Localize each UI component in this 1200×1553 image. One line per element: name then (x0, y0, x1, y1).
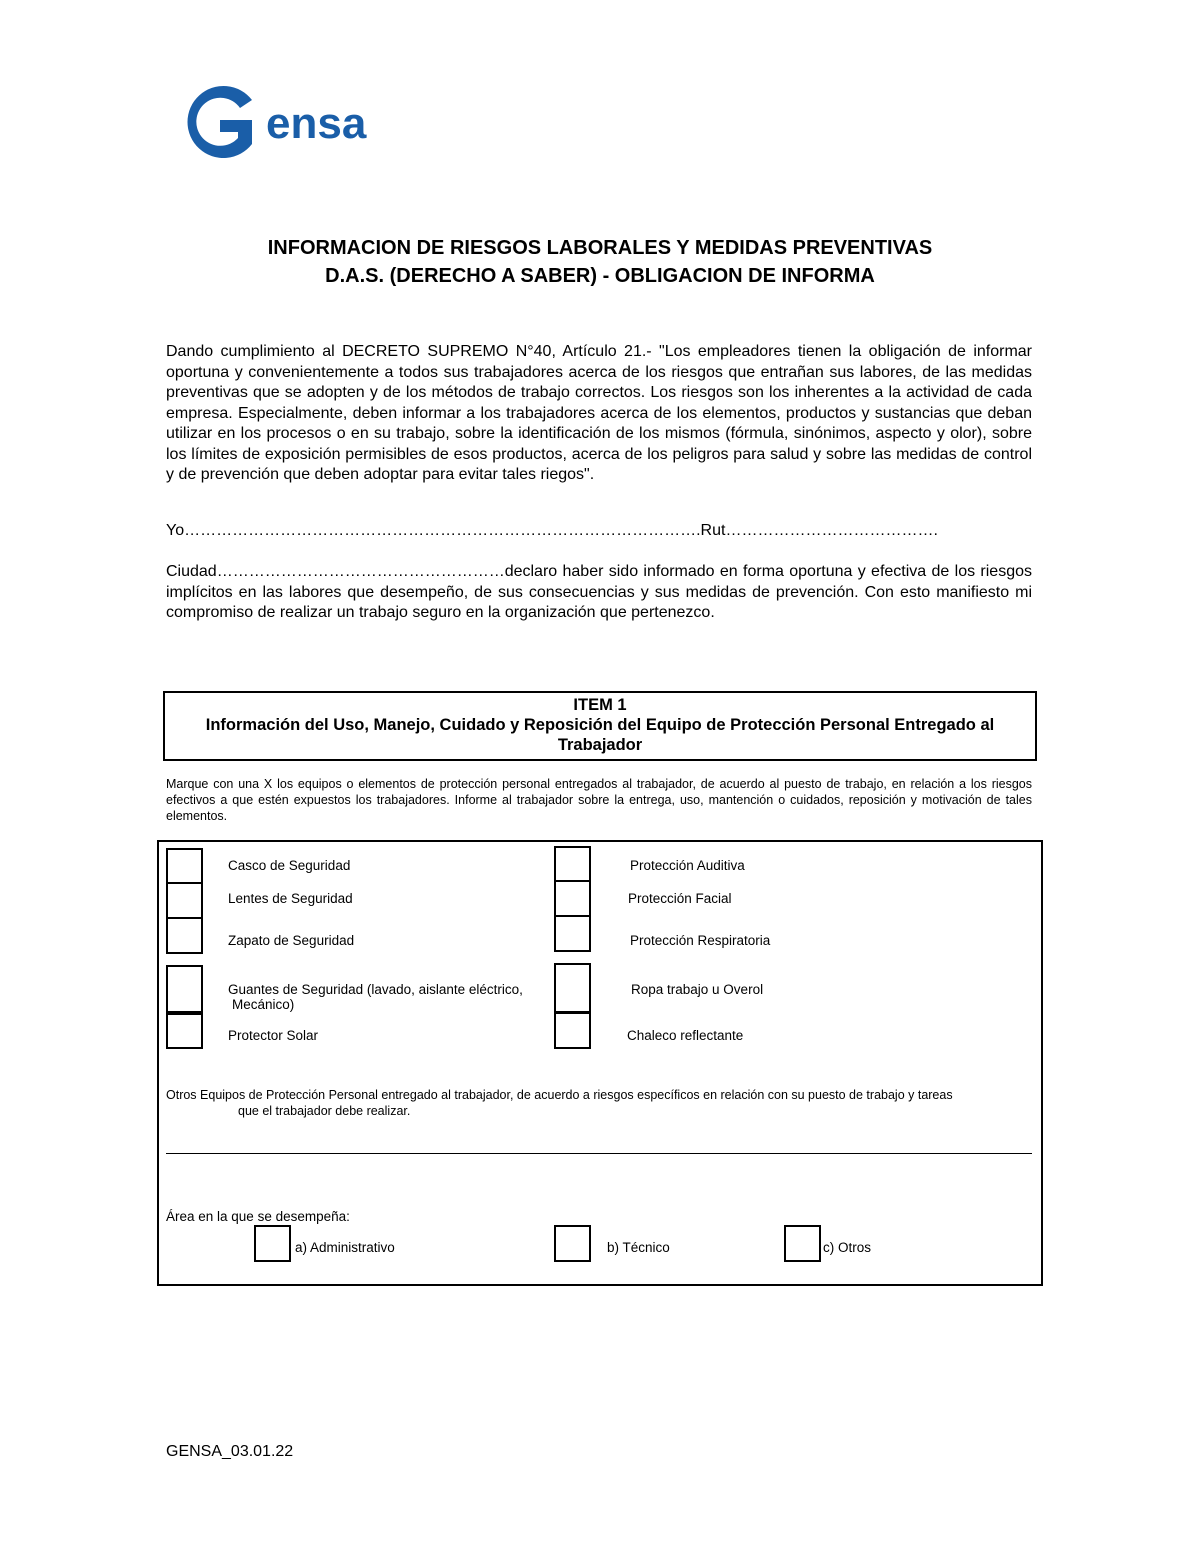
checkbox-lentes[interactable] (166, 882, 203, 919)
area-label: Área en la que se desempeña: (166, 1209, 350, 1224)
checkbox-respiratoria[interactable] (554, 915, 591, 952)
label-casco: Casco de Seguridad (228, 858, 351, 873)
label-zapato: Zapato de Seguridad (228, 933, 355, 948)
label-otros: c) Otros (823, 1240, 872, 1255)
logo-wordmark: ensa (266, 99, 367, 148)
instructions-text: Marque con una X los equipos o elementos de protección personal entregados al trabajador, de acuerdo al puesto de trabajo, en relación a los riesgos efectivos a que estén expuestos los trabajadores. Informe al trabajador sobre la entrega, uso, mantención o cuidados, reposición y motivación de tales elementos. (166, 777, 1032, 823)
intro-paragraph: Dando cumplimiento al DECRETO SUPREMO N°40, Artículo 21.- "Los empleadores tienen la obligación de informar oportuna y convenientemente a todos sus trabajadores acerca de los riesgos que entrañan sus labores, de las medidas preventivas que se adopten y de los métodos de trabajo correctos. Los riesgos son los inherentes a la actividad de cada empresa. Especialmente, deben informar a los trabajadores acerca de los elementos, productos y sustancias que deban utilizar en los procesos o en su trabajo, sobre la identificación de los mismos (fórmula, sinónimos, aspecto y olor), sobre los límites de exposición permisibles de esos productos, acerca de los peligros para salud y sobre las medidas de control y de prevención que deben adoptar para evitar tales riegos". (166, 343, 1032, 483)
item-1-header (163, 691, 1037, 761)
checkbox-administrativo[interactable] (254, 1225, 291, 1262)
checkbox-chaleco[interactable] (554, 1012, 591, 1049)
checkbox-tecnico[interactable] (554, 1225, 591, 1262)
gensa-logo (174, 78, 414, 164)
label-auditiva: Protección Auditiva (630, 858, 745, 873)
label-administrativo: a) Administrativo (295, 1240, 395, 1255)
document-title-line-2: D.A.S. (DERECHO A SABER) - OBLIGACION DE INFORMA (325, 265, 875, 287)
label-respiratoria: Protección Respiratoria (630, 933, 771, 948)
name-rut-line: Yo…………………………………………………………………………………….Rut…………………………………. (166, 522, 938, 539)
item-subheading: Información del Uso, Manejo, Cuidado y Reposición del Equipo de Protección Personal Entregado al Trabajador (205, 716, 995, 754)
checkbox-ropa[interactable] (554, 963, 591, 1013)
label-ropa: Ropa trabajo u Overol (631, 982, 764, 997)
label-guantes-cont: Mecánico) (232, 997, 295, 1012)
checkbox-guantes[interactable] (166, 965, 203, 1013)
label-tecnico: b) Técnico (607, 1240, 670, 1255)
label-facial: Protección Facial (628, 891, 732, 906)
label-chaleco: Chaleco reflectante (627, 1028, 744, 1043)
other-epp-line-1: Otros Equipos de Protección Personal entregado al trabajador, de acuerdo a riesgos específicos en relación con su puesto de trabajo y tareas (166, 1088, 953, 1102)
checkbox-otros[interactable] (784, 1225, 821, 1262)
checkbox-facial[interactable] (554, 880, 591, 917)
item-heading: ITEM 1 (573, 696, 627, 714)
checkbox-zapato[interactable] (166, 917, 203, 954)
other-epp-text (166, 1087, 1032, 1119)
declaration-paragraph: Ciudad………………………………………………declaro haber sido informado en forma oportuna y efectiva de los riesgos implícitos en las labores que desempeño, de sus consecuencias y sus medidas de prevención. Con esto manifiesto mi compromiso de realizar un trabajo seguro en la organización que pertenezco. (166, 563, 1032, 621)
checkbox-protector-solar[interactable] (166, 1013, 203, 1049)
document-code: GENSA_03.01.22 (166, 1443, 294, 1460)
checkbox-casco[interactable] (166, 848, 203, 885)
checkbox-auditiva[interactable] (554, 846, 591, 883)
label-lentes: Lentes de Seguridad (228, 891, 353, 906)
document-title-line-1: INFORMACION DE RIESGOS LABORALES Y MEDIDAS PREVENTIVAS (267, 237, 933, 259)
label-guantes: Guantes de Seguridad (lavado, aislante eléctrico, (228, 982, 523, 997)
label-protector-solar: Protector Solar (228, 1028, 319, 1043)
other-epp-entry-line[interactable] (166, 1153, 1032, 1154)
other-epp-line-2: que el trabajador debe realizar. (238, 1104, 411, 1118)
